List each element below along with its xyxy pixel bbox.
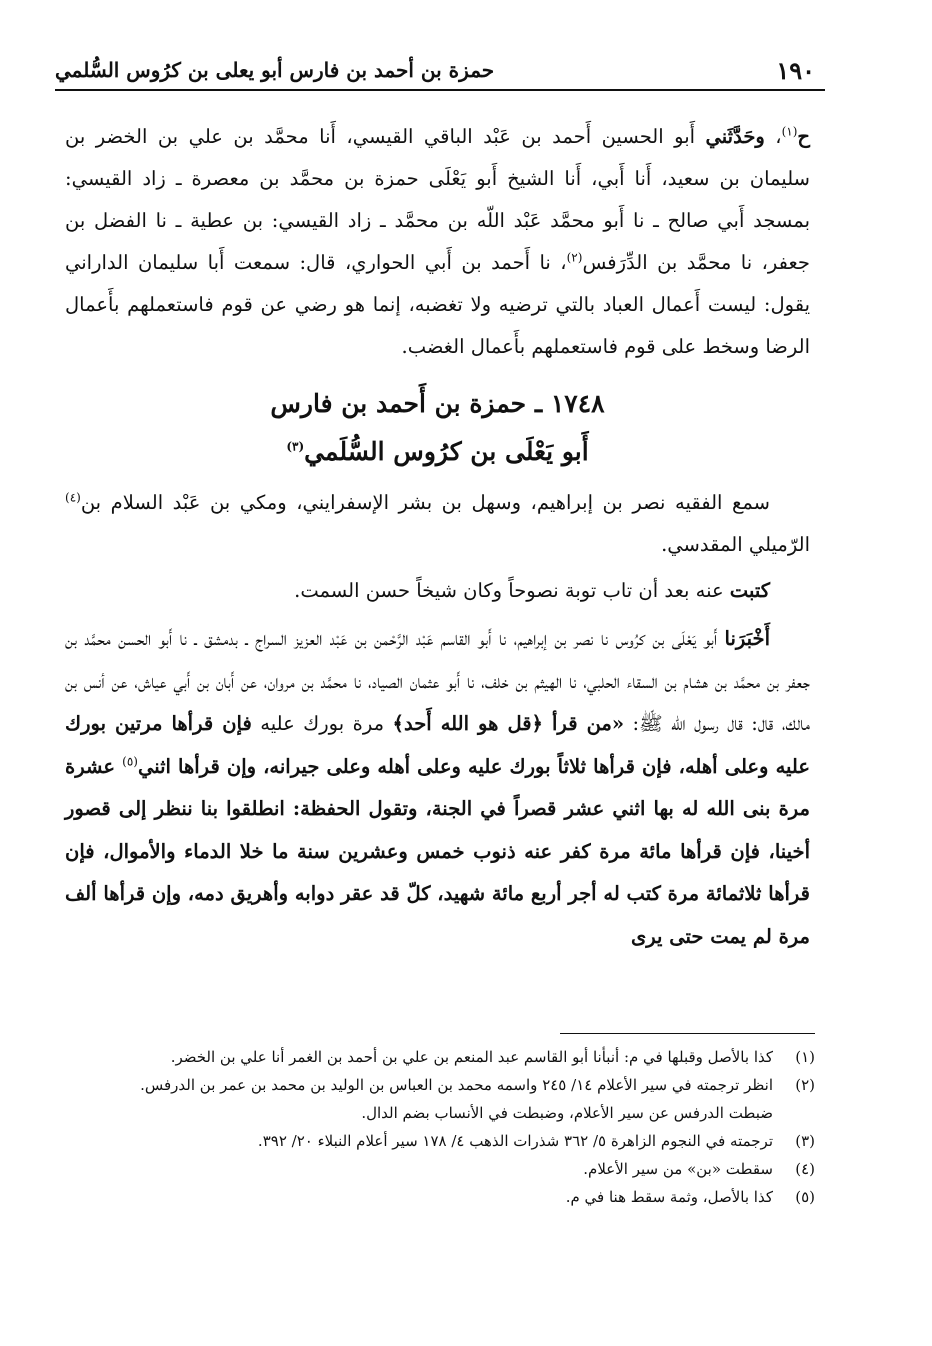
- para4-quote-a: «من قرأ ﴿قل هو الله أَحد﴾: [392, 712, 625, 735]
- para4-quote-c: عشرة مرة بنى الله له بها اثني عشر قصراً في الجنة، وتقول الحفظة: انطلقوا بنا ننظر إلى قصور أخينا، فإن قرأها مائة مرة كفر عنه ذنوب خمس وعشرين سنة ما خلا الدماء والأموال، فإن قرأها ثلاثمائة مرة كتب له أجر أربع مائة شهيد، كلّ قد عقر دوابه وأهريق دمه، وإن قرأها ألف مرة لم يمت حتى يرى: [65, 754, 810, 948]
- para4-bold-lead: أَخْبَرَنا: [724, 627, 770, 650]
- footnote-number: (٢): [795, 1076, 815, 1094]
- para4-text-a: أَبو يَعْلَى بن كرُوس نا نصر بن إبراهيم، نا أَبو القاسم عَبْد الرَّحْمن بن عَبْد العزيز السراج ـ بدمشق ـ نا أَبو الحسن محمَّد بن جعفر بن محمَّد بن هشام بن السقاء الحلبي، نا الهيثم بن خلف، نا أَبو عثمان الصياد، نا محمَّد بن مروان، عن أَبان بن أَبي عياش، عن أنس بن مالك، قال: قال رسول الله ﷺ:: [65, 627, 810, 735]
- footnote-ref-2: (٢): [566, 250, 583, 265]
- running-title: حمزة بن أحمد بن فارس أبو يعلى بن كرُوس السُّلمي: [55, 58, 495, 82]
- page-number: ١٩٠: [776, 56, 815, 85]
- page-header: [55, 50, 825, 90]
- footnote-number: (٥): [795, 1188, 815, 1206]
- para4-text-b: مرة بورك عليه: [251, 712, 393, 735]
- entry-heading: [65, 380, 810, 476]
- footnote-ref-1: (١): [781, 124, 798, 139]
- para1-bold: وحَدَّثَني: [705, 125, 765, 148]
- paragraph-note: [65, 570, 810, 612]
- paragraph-isnad-1: [65, 116, 810, 368]
- footnote-number: (١): [795, 1048, 815, 1066]
- footnotes: [65, 1043, 815, 1211]
- footnote-1: [65, 1043, 815, 1071]
- paragraph-hadith: [65, 618, 810, 958]
- footnote-2-continuation: ضبطت الدرفس عن سير الأعلام، وضبطت في الأنساب بضم الدال.: [361, 1104, 773, 1122]
- para2-text-b: الرّميلي المقدسي.: [661, 533, 810, 556]
- para2-text-a: سمع الفقيه نصر بن إبراهيم، وسهل بن بشر الإسفرايني، ومكي بن عَبْد السلام بن: [80, 491, 770, 514]
- paragraph-teachers: [65, 482, 810, 566]
- footnote-ref-3: (٣): [286, 439, 305, 454]
- footnote-text: سقطت «بن» من سير الأعلام.: [583, 1160, 773, 1178]
- para1-text-a: أَبو الحسين أَحمد بن عَبْد الباقي القيسي، أَنا محمَّد بن علي بن الخضر بن سليمان بن سعيد، أَنا أَبي، أَنا الشيخ أَبو يَعْلَى حمزة بن محمَّد بن معصرة ـ زاد القيسي: بمسجد أَبي صالح ـ نا أَبو محمَّد عَبْد اللّه بن محمَّد ـ زاد القيسي: بن عطية ـ نا الفضل بن جعفر، نا محمَّد بن الدِّرَفس: [65, 125, 810, 274]
- para3-bold: كتبت: [729, 579, 770, 602]
- footnote-text: كذا بالأصل وقبلها في م: أنبأنا أبو القاسم عبد المنعم بن علي بن أحمد بن الغمر أنا علي بن الخضر.: [170, 1048, 773, 1066]
- entry-heading-line2-wrap: [65, 428, 810, 476]
- footnote-4: [65, 1155, 815, 1183]
- footnote-3: [65, 1127, 815, 1155]
- footnote-ref-4: (٤): [65, 490, 81, 505]
- footnote-2: [65, 1071, 815, 1099]
- footnote-number: (٤): [795, 1160, 815, 1178]
- para4-quote-b: فإن قرأها مرتين بورك عليه وعلى أهله، فإن قرأها ثلاثاً بورك عليه وعلى أهله وعلى جيرانه، وإن قرأها اثني: [65, 712, 810, 778]
- footnote-text: ترجمته في النجوم الزاهرة ٥/ ٣٦٢ شذرات الذهب ٤/ ١٧٨ سير أعلام النبلاء ٢٠/ ٣٩٢.: [257, 1132, 773, 1150]
- para3-text: عنه بعد أن تاب توبة نصوحاً وكان شيخاً حسن السمت.: [294, 579, 730, 602]
- entry-heading-line1: ١٧٤٨ ـ حمزة بن أَحمد بن فارس: [270, 389, 605, 418]
- header-rule: [55, 89, 825, 91]
- footnote-5: [65, 1183, 815, 1211]
- footnote-number: (٣): [795, 1132, 815, 1150]
- footnote-text: انظر ترجمته في سير الأعلام ١٤/ ٢٤٥ واسمه محمد بن العباس بن الوليد بن محمد بن عمر بن الدرفس.: [140, 1076, 773, 1094]
- footnote-text: كذا بالأصل، وثمة سقط هنا في م.: [565, 1188, 773, 1206]
- para1-text-b: ، نا أَحمد بن أَبي الحواري، قال: سمعت أَبا سليمان الداراني يقول: ليست أَعمال العباد بالتي ترضيه ولا تغضبه، إنما هو رضي عن قوم فاستعملهم بأَعمال الرضا وسخط على قوم فاستعملهم بأَعمال الغضب.: [65, 251, 810, 358]
- footnote-ref-5: (٥): [122, 754, 138, 768]
- footnote-rule: [560, 1033, 815, 1034]
- para1-sep: ،: [764, 125, 782, 148]
- entry-heading-line2: أَبو يَعْلَى بن كرُوس السُّلَمي: [304, 437, 589, 466]
- para1-lead: ح: [797, 125, 811, 148]
